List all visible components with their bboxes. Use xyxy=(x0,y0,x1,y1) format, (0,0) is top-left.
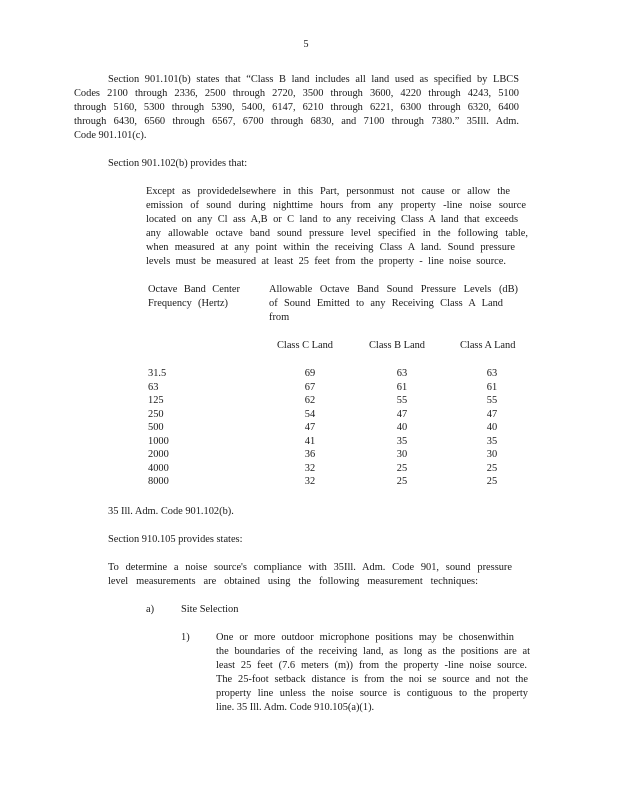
class-c-cell: 41 xyxy=(304,435,316,447)
quote-line: Except as providedelsewhere in this Part, personmust not cause or allow the xyxy=(146,186,510,197)
frequency-cell: 2000 xyxy=(148,449,169,460)
text-line: The 25-foot setback distance is from the noi se source and not the xyxy=(216,674,528,685)
site-selection-heading: Site Selection xyxy=(181,604,239,615)
frequency-cell: 63 xyxy=(148,381,159,393)
class-b-cell: 63 xyxy=(396,368,408,379)
quote-line: emission of sound during nighttime hours from any property -line noise source xyxy=(146,200,526,211)
class-b-cell: 35 xyxy=(396,435,408,447)
class-c-cell: 32 xyxy=(304,462,316,474)
class-b-cell: 40 xyxy=(396,422,408,433)
header-line: Frequency (Hertz) xyxy=(148,298,228,309)
text-line: Codes 2100 through 2336, 2500 through 2720, 3500 through 3600, 4220 through 4243, 5100 xyxy=(74,88,519,99)
class-c-cell: 47 xyxy=(304,422,316,433)
paragraph-section-910-105: Section 910.105 provides states: xyxy=(108,534,243,545)
frequency-cell: 4000 xyxy=(148,462,169,474)
class-c-column xyxy=(300,367,320,489)
class-a-cell: 47 xyxy=(486,408,498,420)
text-line: through 6430, 6560 through 6567, 6700 through 6830, and 7100 through 7380.” 35Ill. Adm. xyxy=(74,116,519,127)
text-line: To determine a noise source's compliance with 35Ill. Adm. Code 901, sound pressure xyxy=(108,562,512,573)
paragraph-section-901-102b: Section 901.102(b) provides that: xyxy=(108,158,248,169)
class-b-cell: 47 xyxy=(396,408,408,420)
class-a-cell: 61 xyxy=(486,381,498,393)
class-c-cell: 32 xyxy=(304,476,316,487)
column-header-class-a: Class A Land xyxy=(460,340,516,351)
text-line: level measurements are obtained using the following measurement techniques: xyxy=(108,576,478,587)
class-a-cell: 25 xyxy=(486,476,498,487)
quote-line: levels must be measured at least 25 feet from the property - line noise source. xyxy=(146,256,506,267)
class-b-column xyxy=(392,367,412,489)
class-b-cell: 25 xyxy=(396,476,408,487)
header-line: Octave Band Center xyxy=(148,284,240,295)
text-line: Code 901.101(c). xyxy=(74,130,147,141)
text-line: the boundaries of the receiving land, as long as the positions are at xyxy=(216,646,530,657)
class-a-cell: 55 xyxy=(486,395,498,406)
header-line: from xyxy=(269,312,290,323)
class-b-cell: 30 xyxy=(396,449,408,460)
frequency-column xyxy=(148,367,188,489)
list-marker-1: 1) xyxy=(181,632,190,643)
quote-line: any allowable octave band sound pressure level specified in the following table, xyxy=(146,228,528,239)
frequency-cell: 1000 xyxy=(148,435,169,447)
text-line: through 5160, 5300 through 5390, 5400, 6147, 6210 through 6221, 6300 through 6320, 6400 xyxy=(74,102,519,113)
frequency-cell: 500 xyxy=(148,422,164,433)
frequency-cell: 8000 xyxy=(148,476,169,487)
frequency-cell: 31.5 xyxy=(148,368,167,379)
list-marker-a: a) xyxy=(146,604,155,615)
class-c-cell: 54 xyxy=(304,408,316,420)
column-header-class-c: Class C Land xyxy=(277,340,333,351)
quote-line: when measured at any point within the receiving Class A land. Sound pressure xyxy=(146,242,515,253)
quote-line: located on any Cl ass A,B or C land to any receiving Class A land that exceeds xyxy=(146,214,518,225)
class-a-cell: 40 xyxy=(486,422,498,433)
header-line: of Sound Emitted to any Receiving Class A Land xyxy=(269,298,503,309)
text-line: least 25 feet (7.6 meters (m)) from the property -line noise source. xyxy=(216,660,527,671)
text-line: line. 35 Ill. Adm. Code 910.105(a)(1). xyxy=(216,702,375,713)
frequency-cell: 125 xyxy=(148,395,164,406)
class-c-cell: 62 xyxy=(304,395,316,406)
class-b-cell: 25 xyxy=(396,462,408,474)
frequency-cell: 250 xyxy=(148,408,164,420)
header-line: Allowable Octave Band Sound Pressure Levels (dB) xyxy=(269,284,518,295)
class-a-column xyxy=(482,367,502,489)
class-c-cell: 67 xyxy=(304,381,316,393)
text-line: property line unless the noise source is contiguous to the property xyxy=(216,688,528,699)
class-a-cell: 30 xyxy=(486,449,498,460)
text-line: One or more outdoor microphone positions may be chosenwithin xyxy=(216,632,514,643)
class-b-cell: 61 xyxy=(396,381,408,393)
class-c-cell: 69 xyxy=(304,368,316,379)
class-b-cell: 55 xyxy=(396,395,408,406)
column-header-class-b: Class B Land xyxy=(369,340,425,351)
class-a-cell: 35 xyxy=(486,435,498,447)
class-a-cell: 63 xyxy=(486,368,498,379)
citation-901-102b: 35 Ill. Adm. Code 901.102(b). xyxy=(108,506,234,517)
class-c-cell: 36 xyxy=(304,449,316,460)
text-line: Section 901.101(b) states that “Class B land includes all land used as specified by LBCS xyxy=(108,74,519,85)
page-number: 5 xyxy=(303,39,309,50)
class-a-cell: 25 xyxy=(486,462,498,474)
